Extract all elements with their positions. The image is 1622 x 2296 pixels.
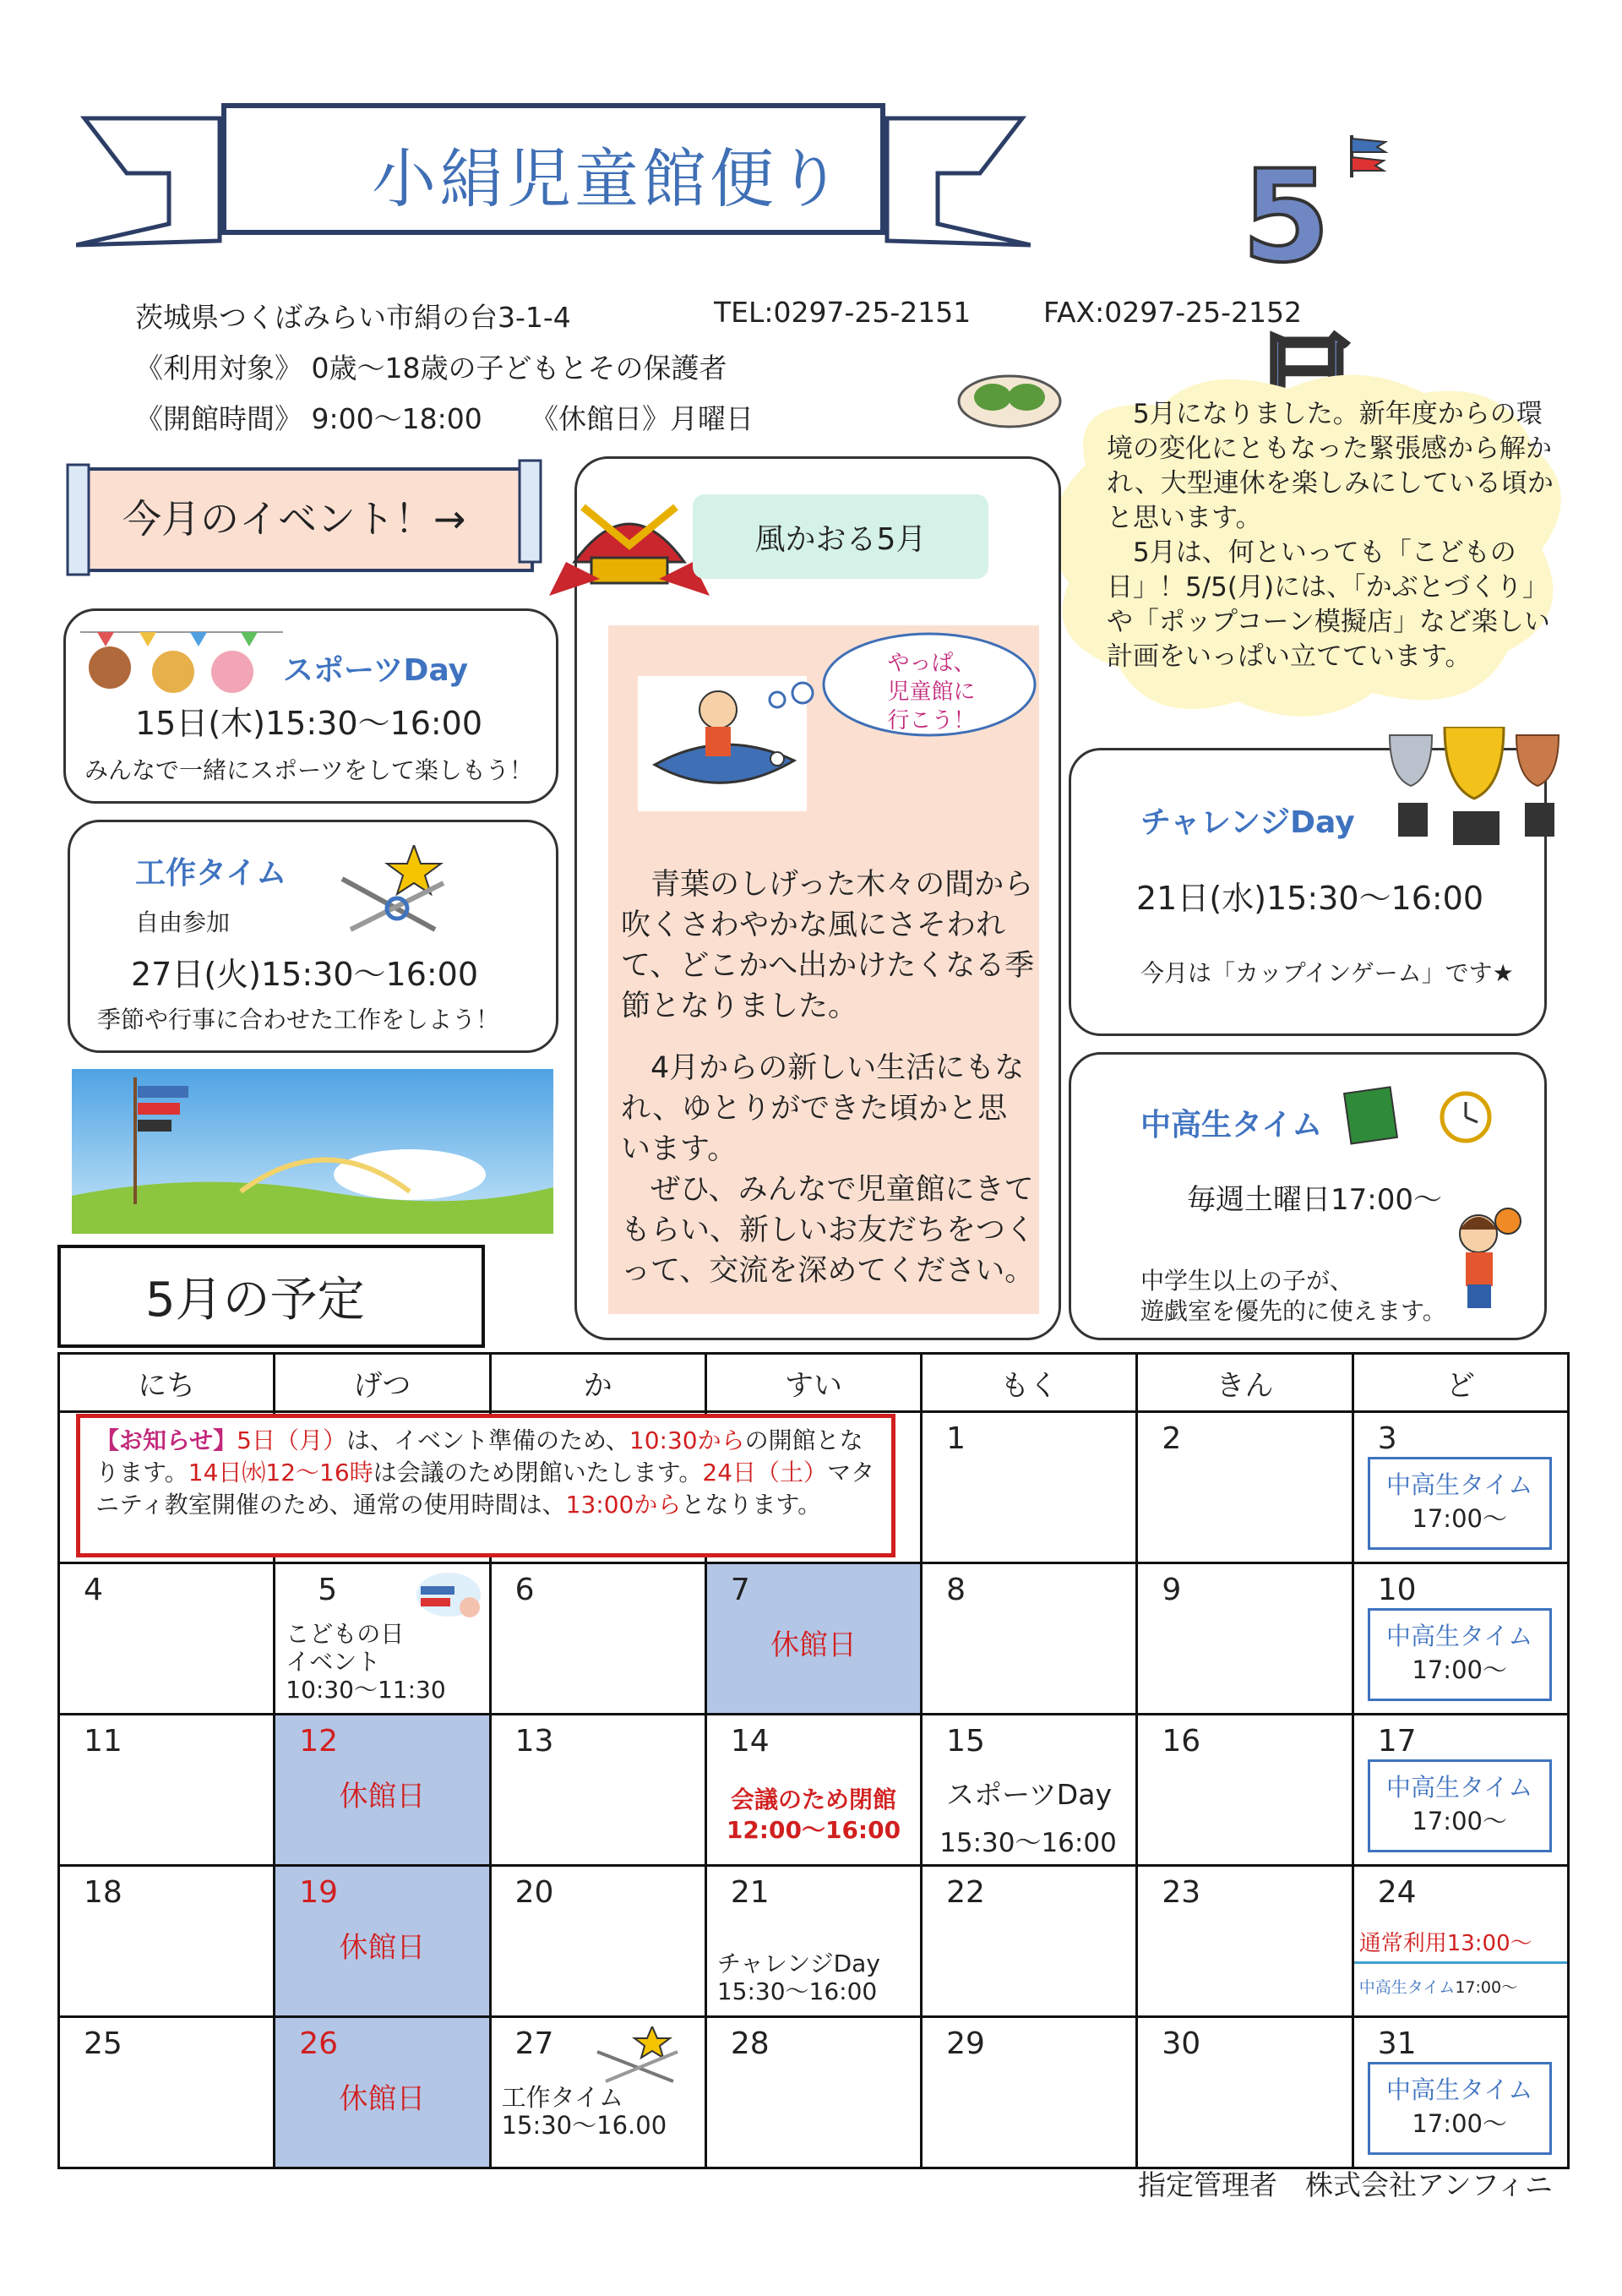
- closed-day: 《休館日》月曜日: [531, 402, 754, 435]
- teen-time-time: 毎週土曜日17:00～: [1187, 1183, 1442, 1217]
- notice-segment: 10:30から: [629, 1426, 745, 1454]
- calendar-day: [59, 1563, 275, 1715]
- day-number: 7: [730, 1573, 750, 1607]
- calendar-day: [59, 1866, 275, 2017]
- day-number: 8: [946, 1573, 966, 1607]
- month-badge: [1242, 127, 1411, 296]
- teen-tag-time: 17:00～: [1412, 2109, 1507, 2138]
- newsletter-title: 小絹児童館便り: [372, 140, 845, 216]
- trophy-icon: [1373, 727, 1576, 845]
- day-number: 13: [514, 1724, 554, 1759]
- weekday-header: にち: [59, 1354, 275, 1412]
- calendar-week: [59, 2017, 1569, 2168]
- calendar-day: [490, 2017, 705, 2168]
- teen-time-tag: [1368, 1457, 1552, 1550]
- teen-tag-time: 17:00～: [1412, 1807, 1507, 1835]
- calendar-day: [1353, 1412, 1568, 1563]
- notice-segment: は、イベント準備のため、: [346, 1426, 629, 1454]
- challenge-day-time: 21日(水)15:30～16:00: [1136, 880, 1484, 917]
- day-number: 30: [1162, 2026, 1201, 2061]
- calendar-day: [1137, 1866, 1353, 2017]
- day-number: 23: [1162, 1875, 1201, 1910]
- day-number: 15: [946, 1724, 985, 1759]
- weekday-header: ど: [1353, 1354, 1568, 1412]
- kabuto-helmet-icon: [549, 477, 710, 613]
- day-number: 19: [299, 1875, 339, 1910]
- calendar-day: [59, 2017, 275, 2168]
- day-number: 5: [318, 1573, 338, 1607]
- day-number: 6: [514, 1573, 535, 1607]
- craft-time-title: 工作タイム: [135, 856, 287, 891]
- calendar-day: [922, 1866, 1137, 2017]
- schedule-heading: 5月の予定: [57, 1245, 485, 1348]
- calendar-day: [1137, 1563, 1353, 1715]
- day-number: 21: [730, 1875, 770, 1910]
- basketball-boy-icon: [1440, 1200, 1525, 1310]
- teen-time-tag: [1368, 1608, 1552, 1701]
- notice-segment: マタニティ教室開催のため、通常の使用時間は、: [95, 1459, 875, 1519]
- calendar-day: [705, 1866, 921, 2017]
- day-number: 3: [1377, 1421, 1397, 1456]
- notice-segment: 24日（土）: [702, 1459, 828, 1486]
- weekday-header: すい: [705, 1354, 921, 1412]
- teen-time-tag: [1368, 2062, 1552, 2155]
- calendar-day: [490, 1563, 705, 1715]
- craft-time-time: 27日(火)15:30～16:00: [131, 956, 479, 993]
- weekday-header: げつ: [275, 1354, 490, 1412]
- day-number: 12: [299, 1724, 339, 1759]
- day-number: 4: [84, 1573, 103, 1607]
- calendar-day: [922, 2017, 1137, 2168]
- teen-tag-label: 中高生タイム: [1385, 1622, 1533, 1650]
- day14-meeting: 会議のため閉館 12:00～16:00: [726, 1786, 901, 1844]
- day-number: 16: [1162, 1724, 1201, 1759]
- calendar-day: [705, 1715, 921, 1866]
- teen-tag-label: 中高生タイム: [1385, 1470, 1533, 1499]
- month-label: 5: [1242, 144, 1331, 291]
- calendar-day-closed: [275, 2017, 490, 2168]
- day27-event: 工作タイム 15:30～16.00: [501, 2083, 667, 2140]
- divider: [1354, 1961, 1567, 1964]
- center-heading: 風かおる5月: [693, 494, 988, 579]
- craft-time-note: 季節や行事に合わせた工作をしよう！: [97, 1006, 500, 1033]
- day-number: 24: [1377, 1875, 1417, 1910]
- bubble-text: やっぱ、 児童館に 行こう！: [887, 651, 976, 734]
- day15-event: スポーツDay: [946, 1778, 1112, 1811]
- weekday-header: きん: [1137, 1354, 1353, 1412]
- sports-day-title: スポーツDay: [283, 653, 469, 688]
- craft-time-sub: 自由参加: [135, 908, 231, 936]
- teen-tag-time: 17:00～: [1412, 1504, 1507, 1533]
- sports-day-time: 15日(木)15:30～16:00: [135, 705, 483, 742]
- sports-day-note: みんなで一緒にスポーツをして楽しもう！: [84, 756, 533, 784]
- calendar-day: [1353, 2017, 1568, 2168]
- calendar-day: [922, 1412, 1137, 1563]
- calendar-week: [59, 1563, 1569, 1715]
- target-users: 《利用対象》 0歳～18歳の子どもとその保護者: [135, 352, 727, 384]
- center-para1: 青葉のしげった木々の間から吹くさわやかな風にさそわれて、どこかへ出かけたくなる季節となりました。: [621, 868, 1035, 1023]
- calendar-day: [490, 1715, 705, 1866]
- day-number: 28: [730, 2026, 770, 2061]
- fax: FAX:0297-25-2152: [1043, 296, 1303, 329]
- day-number: 11: [84, 1724, 122, 1759]
- calendar-day: [1137, 2017, 1353, 2168]
- day24-teen: [1359, 1975, 1517, 1998]
- closed-label: 休館日: [339, 2082, 426, 2116]
- calendar-day: [1353, 1866, 1568, 2017]
- calendar-day: [922, 1563, 1137, 1715]
- day-number: 20: [514, 1875, 554, 1910]
- day-number: 27: [514, 2026, 554, 2061]
- calendar-day-closed: [275, 1715, 490, 1866]
- teen-time-title: 中高生タイム: [1140, 1108, 1323, 1143]
- weekday-header: か: [490, 1354, 705, 1412]
- teen-time-note: 中学生以上の子が、 遊戯室を優先的に使えます。: [1140, 1267, 1446, 1325]
- calendar-day-closed: [275, 1866, 490, 2017]
- calendar-week: [59, 1866, 1569, 2017]
- day-number: 9: [1162, 1573, 1182, 1607]
- day-number: 26: [299, 2026, 339, 2061]
- day24-teen-label: 中高生タイム: [1358, 1978, 1456, 1997]
- day-number: 10: [1377, 1573, 1417, 1607]
- calendar-day: [705, 2017, 921, 2168]
- calendar-day: [275, 1563, 490, 1715]
- calendar-day: [1137, 1715, 1353, 1866]
- day-number: 18: [84, 1875, 122, 1910]
- weekday-header: もく: [922, 1354, 1137, 1412]
- teen-tag-label: 中高生タイム: [1385, 2075, 1533, 2104]
- closed-label: 休館日: [339, 1931, 426, 1965]
- book-and-clock-icon: [1339, 1082, 1500, 1149]
- center-para2: 4月からの新しい生活にもなれ、ゆとりができた頃かと思います。 ぜひ、みんなで児童館にきてもらい、新しいお友だちをつくって、交流を深めてください。: [621, 1051, 1036, 1288]
- teen-tag-label: 中高生タイム: [1385, 1773, 1533, 1802]
- animals-icon: [80, 625, 283, 701]
- closed-label: 休館日: [770, 1628, 857, 1662]
- notice-segment: の開館となります。: [95, 1426, 863, 1486]
- opening-hours: 《開館時間》 9:00～18:00: [135, 402, 482, 435]
- challenge-day-title: チャレンジDay: [1140, 805, 1355, 840]
- calendar-day: [1353, 1563, 1568, 1715]
- day5-event: こどもの日 イベント 10:30～11:30: [286, 1620, 446, 1704]
- day-number: 22: [946, 1875, 985, 1910]
- day-number: 14: [730, 1724, 770, 1759]
- weekday-header-row: [59, 1354, 1569, 1412]
- calendar-day-closed: [705, 1563, 921, 1715]
- day-number: 29: [946, 2026, 985, 2061]
- scissors-icon: [334, 845, 460, 938]
- notice-box: [76, 1414, 895, 1557]
- calendar-day: [490, 1866, 705, 2017]
- day-number: 31: [1377, 2026, 1417, 2061]
- greeting-text: 5月になりました。新年度からの環境の変化にともなった緊張感から解かれ、大型連休を楽しみにしている頃かと思います。 5月は、何といっても「こどもの日」！5/5(月)には、「かぶとづくり」や「ポップコーン模擬店」など楽しい計画をいっぱい立てています。: [1107, 399, 1554, 672]
- events-heading: 今月のイベント！→: [122, 496, 466, 542]
- notice-segment: は会議のため閉館いたします。: [373, 1459, 703, 1486]
- challenge-day-note: 今月は「カップインゲーム」です★: [1140, 959, 1514, 987]
- day-number: 2: [1162, 1421, 1182, 1456]
- address: 茨城県つくばみらい市絹の台3-1-4: [135, 301, 571, 334]
- day-number: 25: [84, 2026, 122, 2061]
- calendar-day: [922, 1715, 1137, 1866]
- notice-segment: 13:00から: [565, 1491, 682, 1519]
- tel: TEL:0297-25-2151: [714, 296, 972, 329]
- calendar-day: [1353, 1715, 1568, 1866]
- notice-segment: となります。: [681, 1491, 822, 1519]
- calendar-day: [1137, 1412, 1353, 1563]
- day-number: 1: [946, 1421, 966, 1456]
- day24-teen-time: 17:00～: [1455, 1978, 1518, 1997]
- day24-normal-use: 通常利用13:00～: [1358, 1931, 1532, 1956]
- day21-event: チャレンジDay 15:30～16:00: [716, 1950, 880, 2005]
- notice-segment: 5日（月）: [237, 1426, 346, 1454]
- calendar-day: [59, 1715, 275, 1866]
- landscape-illustration: [72, 1069, 553, 1234]
- teen-time-tag: [1368, 1759, 1552, 1852]
- teen-tag-time: 17:00～: [1412, 1655, 1507, 1684]
- scissors-mini-icon: [593, 2026, 686, 2086]
- day15-time: 15:30～16:00: [939, 1828, 1117, 1858]
- notice-segment: 14日㈬12～16時: [188, 1459, 373, 1486]
- day-number: 17: [1377, 1724, 1417, 1759]
- closed-label: 休館日: [339, 1780, 426, 1813]
- notice-label: 【お知らせ】: [95, 1426, 237, 1454]
- calendar-week: [59, 1715, 1569, 1866]
- footer-manager: 指定管理者 株式会社アンフィニ: [1137, 2168, 1553, 2201]
